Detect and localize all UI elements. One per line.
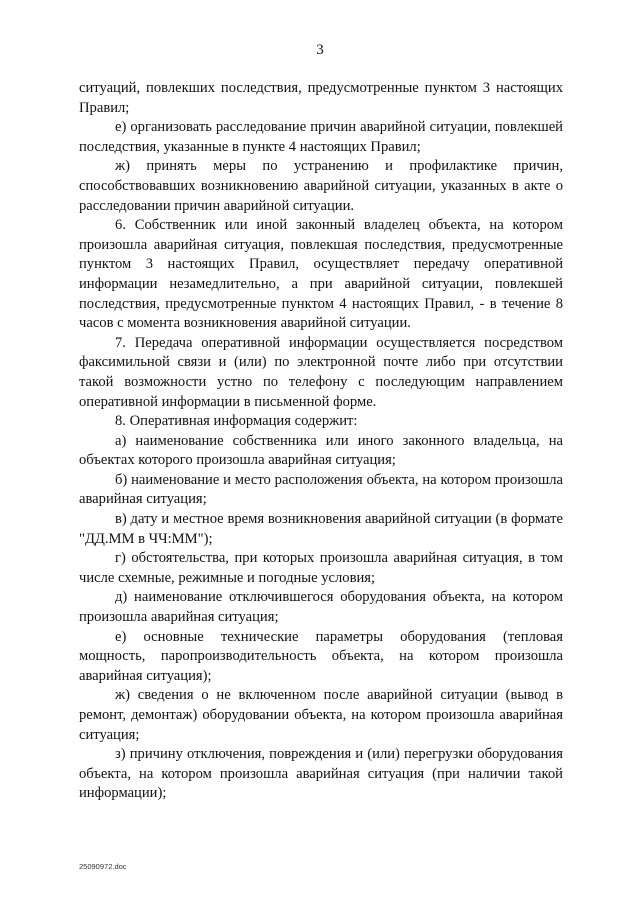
paragraph-item-g: г) обстоятельства, при которых произошла аварийная ситуация, в том числе схемные, режимные и погодные условия; — [79, 550, 563, 586]
paragraph-continuation: ситуаций, повлекших последствия, предусмотренные пунктом 3 настоящих Правил; — [79, 80, 563, 116]
paragraph-item-b: б) наименование и место расположения объекта, на котором произошла аварийная ситуация; — [79, 471, 563, 508]
paragraph-item-a: а) наименование собственника или иного законного владельца, на объектах которого произошла аварийная ситуация; — [79, 432, 563, 469]
paragraph-item-z: з) причину отключения, повреждения и (или) перегрузки оборудования объекта, на котором произошла аварийная ситуация (при наличии такой информации); — [79, 746, 563, 802]
document-body — [79, 79, 563, 804]
paragraph-item-zh: ж) принять меры по устранению и профилактике причин, способствовавших возникновению аварийной ситуации, указанных в акте о расследовании причин аварийной ситуации. — [79, 158, 563, 214]
footer-document-code: 25090972.doc — [79, 862, 127, 871]
paragraph-item-v: в) дату и местное время возникновения аварийной ситуации (в формате "ДД.ММ в ЧЧ:ММ"); — [79, 511, 563, 547]
paragraph-item-e2: е) основные технические параметры оборудования (тепловая мощность, паропроизводительность объекта, на котором произошла аварийная ситуация); — [79, 628, 563, 684]
paragraph-section-7: 7. Передача оперативной информации осуществляется посредством факсимильной связи и (или) по электронной почте либо при отсутствии такой возможности устно по телефону с последующим направлением оперативной информации в письменной форме. — [79, 334, 563, 410]
page-number: 3 — [316, 42, 324, 58]
paragraph-section-8: 8. Оперативная информация содержит: — [115, 413, 358, 430]
paragraph-item-zh2: ж) сведения о не включенном после аварийной ситуации (вывод в ремонт, демонтаж) оборудовании объекта, на котором произошла аварийная ситуация; — [79, 687, 563, 743]
paragraph-item-e: е) организовать расследование причин аварийной ситуации, повлекшей последствия, указанные в пункте 4 настоящих Правил; — [79, 119, 563, 155]
paragraph-section-6: 6. Собственник или иной законный владелец объекта, на котором произошла аварийная ситуация, повлекшая последствия, предусмотренные пунктом 3 настоящих Правил, осуществляет передачу оперативной информации незамедлительно, а при аварийной ситуации, повлекшей последствия, предусмотренные пунктом 4 настоящих Правил, - в течение 8 часов с момента возникновения аварийной ситуации. — [79, 217, 563, 332]
paragraph-item-d: д) наименование отключившегося оборудования объекта, на котором произошла аварийная ситуация; — [79, 589, 563, 626]
